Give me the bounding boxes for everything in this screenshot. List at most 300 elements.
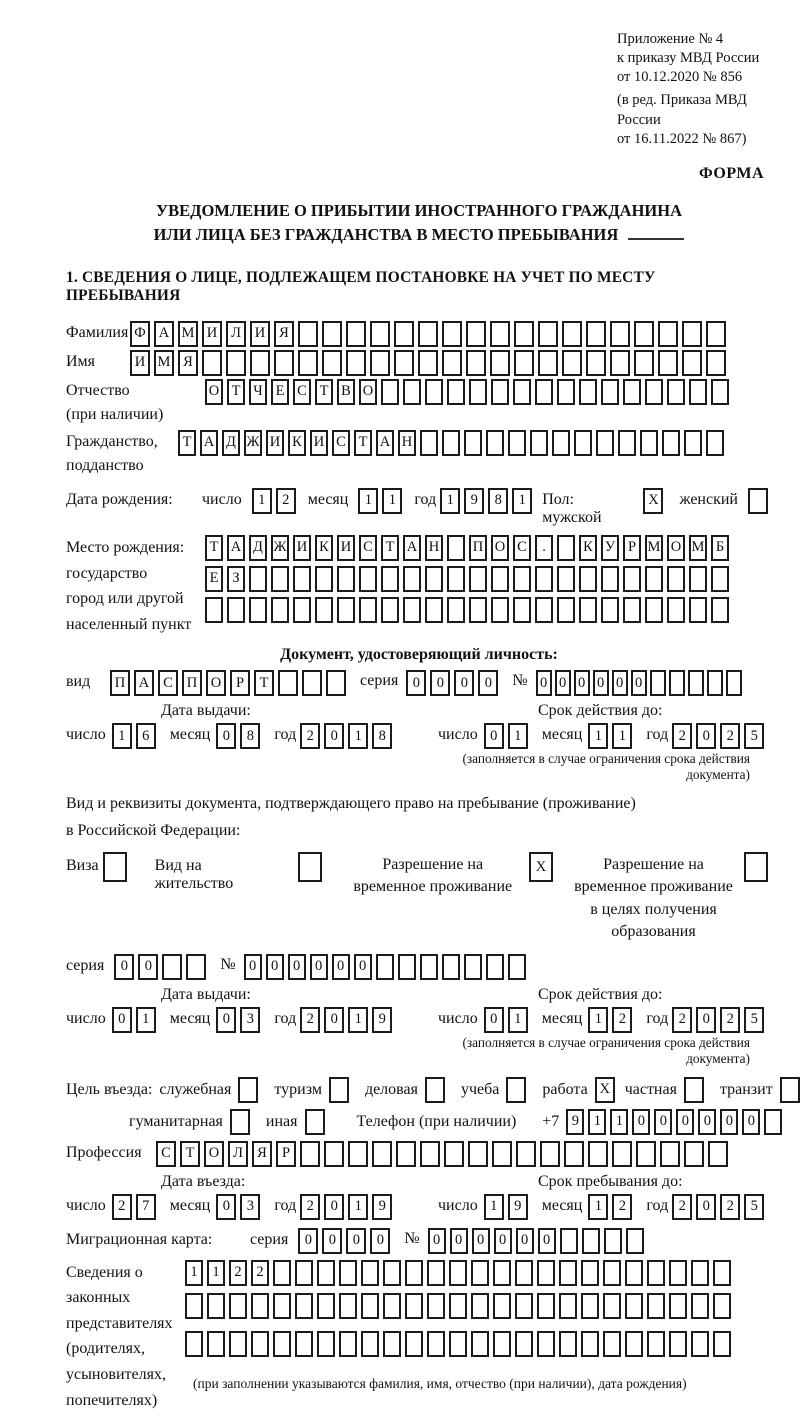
char-cell[interactable] (370, 321, 390, 347)
char-cell[interactable]: 2 (300, 1007, 320, 1033)
char-cell[interactable] (322, 321, 342, 347)
char-cell[interactable] (403, 379, 421, 405)
char-cell[interactable]: Т (254, 670, 274, 696)
char-cell[interactable] (337, 597, 355, 623)
char-cell[interactable]: 0 (114, 954, 134, 980)
char-cell[interactable]: 7 (136, 1194, 156, 1220)
char-cell[interactable]: 1 (588, 1007, 608, 1033)
char-cell[interactable]: 1 (484, 1194, 504, 1220)
char-cell[interactable] (329, 1077, 349, 1103)
char-cell[interactable] (780, 1077, 800, 1103)
char-cell[interactable]: Л (228, 1141, 248, 1167)
char-cell[interactable] (601, 566, 619, 592)
char-cell[interactable] (464, 430, 482, 456)
char-cell[interactable] (658, 321, 678, 347)
char-cell[interactable] (586, 350, 606, 376)
char-cell[interactable] (562, 350, 582, 376)
char-cell[interactable] (647, 1293, 665, 1319)
char-cell[interactable] (227, 597, 245, 623)
char-cell[interactable] (514, 350, 534, 376)
char-cell[interactable] (689, 597, 707, 623)
char-cell[interactable] (273, 1331, 291, 1357)
char-cell[interactable] (339, 1260, 357, 1286)
char-cell[interactable]: М (689, 535, 707, 561)
char-cell[interactable]: Н (425, 535, 443, 561)
char-cell[interactable] (537, 1293, 555, 1319)
char-cell[interactable]: 0 (484, 723, 504, 749)
char-cell[interactable] (538, 350, 558, 376)
char-cell[interactable]: Ф (130, 321, 150, 347)
char-cell[interactable]: 0 (266, 954, 284, 980)
char-cell[interactable] (250, 350, 270, 376)
char-cell[interactable] (229, 1331, 247, 1357)
char-cell[interactable] (403, 597, 421, 623)
char-cell[interactable] (645, 566, 663, 592)
char-cell[interactable]: Т (180, 1141, 200, 1167)
char-cell[interactable]: 3 (240, 1007, 260, 1033)
char-cell[interactable] (251, 1293, 269, 1319)
char-cell[interactable]: Б (711, 535, 729, 561)
char-cell[interactable] (645, 379, 663, 405)
char-cell[interactable]: 0 (138, 954, 158, 980)
char-cell[interactable] (205, 597, 223, 623)
char-cell[interactable] (249, 597, 267, 623)
char-cell[interactable]: 1 (440, 488, 460, 514)
char-cell[interactable]: 0 (430, 670, 450, 696)
char-cell[interactable] (559, 1331, 577, 1357)
char-cell[interactable] (508, 954, 526, 980)
char-cell[interactable]: 0 (555, 670, 571, 696)
char-cell[interactable] (442, 321, 462, 347)
char-cell[interactable] (425, 597, 443, 623)
char-cell[interactable] (691, 1260, 709, 1286)
char-cell[interactable] (418, 350, 438, 376)
char-cell[interactable]: Н (398, 430, 416, 456)
char-cell[interactable] (298, 852, 322, 882)
char-cell[interactable]: У (601, 535, 619, 561)
char-cell[interactable] (513, 379, 531, 405)
char-cell[interactable] (271, 597, 289, 623)
char-cell[interactable]: 1 (348, 1194, 368, 1220)
char-cell[interactable]: 0 (720, 1109, 738, 1135)
char-cell[interactable] (103, 852, 127, 882)
char-cell[interactable] (603, 1260, 621, 1286)
char-cell[interactable]: 0 (696, 723, 716, 749)
char-cell[interactable] (226, 350, 246, 376)
char-cell[interactable]: 0 (574, 670, 590, 696)
char-cell[interactable]: 5 (744, 723, 764, 749)
char-cell[interactable] (442, 350, 462, 376)
char-cell[interactable] (293, 566, 311, 592)
char-cell[interactable]: 5 (744, 1194, 764, 1220)
char-cell[interactable] (229, 1293, 247, 1319)
char-cell[interactable] (491, 597, 509, 623)
char-cell[interactable]: П (110, 670, 130, 696)
char-cell[interactable] (273, 1260, 291, 1286)
char-cell[interactable]: 1 (358, 488, 378, 514)
char-cell[interactable] (486, 430, 504, 456)
char-cell[interactable]: 1 (508, 1007, 528, 1033)
char-cell[interactable]: Р (623, 535, 641, 561)
char-cell[interactable] (469, 379, 487, 405)
char-cell[interactable] (579, 597, 597, 623)
char-cell[interactable]: 9 (508, 1194, 528, 1220)
char-cell[interactable] (447, 566, 465, 592)
char-cell[interactable] (623, 566, 641, 592)
char-cell[interactable] (359, 566, 377, 592)
char-cell[interactable]: 2 (300, 723, 320, 749)
char-cell[interactable] (669, 1260, 687, 1286)
char-cell[interactable]: 9 (372, 1007, 392, 1033)
char-cell[interactable] (315, 566, 333, 592)
char-cell[interactable] (667, 379, 685, 405)
char-cell[interactable]: 0 (631, 670, 647, 696)
char-cell[interactable] (658, 350, 678, 376)
char-cell[interactable] (557, 566, 575, 592)
char-cell[interactable] (513, 566, 531, 592)
char-cell[interactable]: С (359, 535, 377, 561)
char-cell[interactable] (557, 535, 575, 561)
char-cell[interactable]: Д (249, 535, 267, 561)
char-cell[interactable]: 0 (742, 1109, 760, 1135)
char-cell[interactable]: 8 (488, 488, 508, 514)
char-cell[interactable] (603, 1331, 621, 1357)
char-cell[interactable] (514, 321, 534, 347)
char-cell[interactable]: 1 (610, 1109, 628, 1135)
char-cell[interactable]: О (491, 535, 509, 561)
char-cell[interactable] (647, 1260, 665, 1286)
char-cell[interactable] (427, 1260, 445, 1286)
char-cell[interactable]: 3 (240, 1194, 260, 1220)
char-cell[interactable] (207, 1331, 225, 1357)
char-cell[interactable] (601, 597, 619, 623)
char-cell[interactable] (317, 1331, 335, 1357)
char-cell[interactable] (293, 597, 311, 623)
char-cell[interactable] (278, 670, 298, 696)
char-cell[interactable]: Я (274, 321, 294, 347)
char-cell[interactable] (688, 670, 704, 696)
char-cell[interactable]: 2 (720, 1194, 740, 1220)
char-cell[interactable] (186, 954, 206, 980)
char-cell[interactable] (682, 321, 702, 347)
char-cell[interactable]: А (134, 670, 154, 696)
char-cell[interactable] (305, 1109, 325, 1135)
char-cell[interactable]: 0 (346, 1228, 366, 1254)
char-cell[interactable] (530, 430, 548, 456)
char-cell[interactable] (711, 379, 729, 405)
char-cell[interactable] (442, 430, 460, 456)
char-cell[interactable]: Т (354, 430, 372, 456)
char-cell[interactable]: 0 (478, 670, 498, 696)
char-cell[interactable] (425, 1077, 445, 1103)
char-cell[interactable] (618, 430, 636, 456)
char-cell[interactable] (449, 1331, 467, 1357)
char-cell[interactable] (376, 954, 394, 980)
char-cell[interactable] (535, 597, 553, 623)
char-cell[interactable] (650, 670, 666, 696)
char-cell[interactable]: 0 (216, 723, 236, 749)
char-cell[interactable]: И (266, 430, 284, 456)
char-cell[interactable]: Е (271, 379, 289, 405)
char-cell[interactable]: С (156, 1141, 176, 1167)
char-cell[interactable]: В (337, 379, 355, 405)
char-cell[interactable]: 8 (240, 723, 260, 749)
char-cell[interactable]: 1 (112, 723, 132, 749)
char-cell[interactable]: 0 (450, 1228, 468, 1254)
char-cell[interactable] (469, 597, 487, 623)
char-cell[interactable]: К (288, 430, 306, 456)
char-cell[interactable] (493, 1293, 511, 1319)
char-cell[interactable]: 2 (720, 1007, 740, 1033)
char-cell[interactable] (625, 1260, 643, 1286)
char-cell[interactable] (623, 597, 641, 623)
char-cell[interactable]: О (204, 1141, 224, 1167)
char-cell[interactable] (582, 1228, 600, 1254)
char-cell[interactable] (403, 566, 421, 592)
char-cell[interactable]: 0 (428, 1228, 446, 1254)
char-cell[interactable]: 9 (566, 1109, 584, 1135)
char-cell[interactable]: А (403, 535, 421, 561)
char-cell[interactable]: С (293, 379, 311, 405)
char-cell[interactable]: Ж (271, 535, 289, 561)
char-cell[interactable] (535, 379, 553, 405)
char-cell[interactable] (707, 670, 723, 696)
char-cell[interactable] (623, 379, 641, 405)
char-cell[interactable] (596, 430, 614, 456)
char-cell[interactable] (273, 1293, 291, 1319)
char-cell[interactable] (684, 1077, 704, 1103)
char-cell[interactable]: 0 (370, 1228, 390, 1254)
char-cell[interactable] (689, 566, 707, 592)
char-cell[interactable] (490, 350, 510, 376)
char-cell[interactable] (601, 379, 619, 405)
char-cell[interactable]: А (376, 430, 394, 456)
char-cell[interactable]: 0 (696, 1194, 716, 1220)
char-cell[interactable] (271, 566, 289, 592)
char-cell[interactable] (691, 1293, 709, 1319)
char-cell[interactable] (491, 566, 509, 592)
char-cell[interactable] (604, 1228, 622, 1254)
char-cell[interactable]: 1 (588, 1109, 606, 1135)
char-cell[interactable] (538, 321, 558, 347)
char-cell[interactable]: 1 (348, 723, 368, 749)
char-cell[interactable]: И (293, 535, 311, 561)
char-cell[interactable] (425, 379, 443, 405)
char-cell[interactable] (295, 1293, 313, 1319)
char-cell[interactable] (339, 1331, 357, 1357)
char-cell[interactable] (361, 1293, 379, 1319)
char-cell[interactable] (449, 1260, 467, 1286)
char-cell[interactable]: 0 (324, 1007, 344, 1033)
char-cell[interactable]: А (200, 430, 218, 456)
char-cell[interactable] (667, 597, 685, 623)
char-cell[interactable] (185, 1331, 203, 1357)
char-cell[interactable] (515, 1293, 533, 1319)
char-cell[interactable]: 2 (612, 1007, 632, 1033)
char-cell[interactable] (322, 350, 342, 376)
char-cell[interactable]: 2 (720, 723, 740, 749)
char-cell[interactable] (603, 1293, 621, 1319)
char-cell[interactable] (634, 350, 654, 376)
char-cell[interactable] (552, 430, 570, 456)
char-cell[interactable] (748, 488, 768, 514)
char-cell[interactable]: Т (315, 379, 333, 405)
char-cell[interactable] (447, 535, 465, 561)
char-cell[interactable] (361, 1331, 379, 1357)
char-cell[interactable]: Р (230, 670, 250, 696)
char-cell[interactable] (535, 566, 553, 592)
char-cell[interactable] (711, 597, 729, 623)
char-cell[interactable] (185, 1293, 203, 1319)
char-cell[interactable]: Я (178, 350, 198, 376)
char-cell[interactable]: А (154, 321, 174, 347)
char-cell[interactable] (427, 1331, 445, 1357)
char-cell[interactable]: 0 (454, 670, 474, 696)
char-cell[interactable]: 1 (382, 488, 402, 514)
char-cell[interactable] (513, 597, 531, 623)
char-cell[interactable]: К (579, 535, 597, 561)
char-cell[interactable]: 2 (229, 1260, 247, 1286)
char-cell[interactable] (469, 566, 487, 592)
char-cell[interactable] (645, 597, 663, 623)
char-cell[interactable]: Ч (249, 379, 267, 405)
char-cell[interactable]: И (130, 350, 150, 376)
char-cell[interactable]: 1 (136, 1007, 156, 1033)
char-cell[interactable]: К (315, 535, 333, 561)
char-cell[interactable]: О (206, 670, 226, 696)
char-cell[interactable]: 0 (324, 723, 344, 749)
char-cell[interactable] (298, 321, 318, 347)
char-cell[interactable]: 1 (588, 1194, 608, 1220)
char-cell[interactable] (491, 379, 509, 405)
char-cell[interactable]: Е (205, 566, 223, 592)
char-cell[interactable] (689, 379, 707, 405)
char-cell[interactable] (370, 350, 390, 376)
char-cell[interactable]: 1 (612, 723, 632, 749)
char-cell[interactable] (383, 1260, 401, 1286)
char-cell[interactable]: 0 (698, 1109, 716, 1135)
char-cell[interactable] (682, 350, 702, 376)
char-cell[interactable] (295, 1331, 313, 1357)
char-cell[interactable]: 2 (672, 1194, 692, 1220)
char-cell[interactable] (610, 321, 630, 347)
char-cell[interactable] (394, 350, 414, 376)
char-cell[interactable] (238, 1077, 258, 1103)
char-cell[interactable] (471, 1260, 489, 1286)
char-cell[interactable] (706, 430, 724, 456)
char-cell[interactable] (337, 566, 355, 592)
char-cell[interactable] (381, 379, 399, 405)
char-cell[interactable]: 1 (512, 488, 532, 514)
char-cell[interactable] (713, 1260, 731, 1286)
char-cell[interactable] (515, 1260, 533, 1286)
char-cell[interactable] (490, 321, 510, 347)
char-cell[interactable] (713, 1293, 731, 1319)
char-cell[interactable] (610, 350, 630, 376)
char-cell[interactable]: X (595, 1077, 615, 1103)
char-cell[interactable]: С (332, 430, 350, 456)
char-cell[interactable] (394, 321, 414, 347)
char-cell[interactable] (447, 379, 465, 405)
char-cell[interactable] (581, 1260, 599, 1286)
char-cell[interactable]: 0 (406, 670, 426, 696)
char-cell[interactable]: 1 (588, 723, 608, 749)
char-cell[interactable]: 0 (632, 1109, 650, 1135)
char-cell[interactable]: Ж (244, 430, 262, 456)
char-cell[interactable] (537, 1331, 555, 1357)
char-cell[interactable] (405, 1293, 423, 1319)
char-cell[interactable]: 0 (494, 1228, 512, 1254)
char-cell[interactable] (317, 1293, 335, 1319)
char-cell[interactable]: Т (227, 379, 245, 405)
char-cell[interactable]: 9 (372, 1194, 392, 1220)
char-cell[interactable] (706, 350, 726, 376)
char-cell[interactable]: С (513, 535, 531, 561)
char-cell[interactable] (493, 1260, 511, 1286)
char-cell[interactable] (667, 566, 685, 592)
char-cell[interactable]: О (359, 379, 377, 405)
char-cell[interactable]: Я (252, 1141, 272, 1167)
char-cell[interactable]: 0 (696, 1007, 716, 1033)
char-cell[interactable]: Р (276, 1141, 296, 1167)
char-cell[interactable]: 8 (372, 723, 392, 749)
char-cell[interactable]: 0 (322, 1228, 342, 1254)
char-cell[interactable] (346, 321, 366, 347)
char-cell[interactable]: Т (381, 535, 399, 561)
char-cell[interactable] (162, 954, 182, 980)
char-cell[interactable]: О (667, 535, 685, 561)
char-cell[interactable]: 0 (354, 954, 372, 980)
char-cell[interactable]: М (645, 535, 663, 561)
char-cell[interactable]: 1 (207, 1260, 225, 1286)
char-cell[interactable]: 2 (251, 1260, 269, 1286)
char-cell[interactable] (625, 1293, 643, 1319)
char-cell[interactable]: 0 (310, 954, 328, 980)
char-cell[interactable] (207, 1293, 225, 1319)
char-cell[interactable]: 0 (298, 1228, 318, 1254)
char-cell[interactable]: 1 (252, 488, 272, 514)
char-cell[interactable]: 0 (593, 670, 609, 696)
char-cell[interactable] (562, 321, 582, 347)
char-cell[interactable]: О (205, 379, 223, 405)
char-cell[interactable] (626, 1228, 644, 1254)
char-cell[interactable]: С (158, 670, 178, 696)
char-cell[interactable] (302, 670, 322, 696)
char-cell[interactable] (447, 597, 465, 623)
char-cell[interactable] (493, 1331, 511, 1357)
char-cell[interactable] (581, 1331, 599, 1357)
char-cell[interactable] (315, 597, 333, 623)
char-cell[interactable]: И (310, 430, 328, 456)
char-cell[interactable]: М (154, 350, 174, 376)
char-cell[interactable]: 1 (508, 723, 528, 749)
char-cell[interactable] (713, 1331, 731, 1357)
char-cell[interactable]: 0 (654, 1109, 672, 1135)
char-cell[interactable]: П (469, 535, 487, 561)
char-cell[interactable] (464, 954, 482, 980)
char-cell[interactable]: 0 (536, 670, 552, 696)
char-cell[interactable] (202, 350, 222, 376)
char-cell[interactable]: И (202, 321, 222, 347)
char-cell[interactable] (557, 597, 575, 623)
char-cell[interactable]: 0 (538, 1228, 556, 1254)
char-cell[interactable]: 0 (332, 954, 350, 980)
char-cell[interactable]: 1 (348, 1007, 368, 1033)
char-cell[interactable] (405, 1260, 423, 1286)
char-cell[interactable] (427, 1293, 445, 1319)
char-cell[interactable]: 2 (672, 1007, 692, 1033)
char-cell[interactable]: . (535, 535, 553, 561)
